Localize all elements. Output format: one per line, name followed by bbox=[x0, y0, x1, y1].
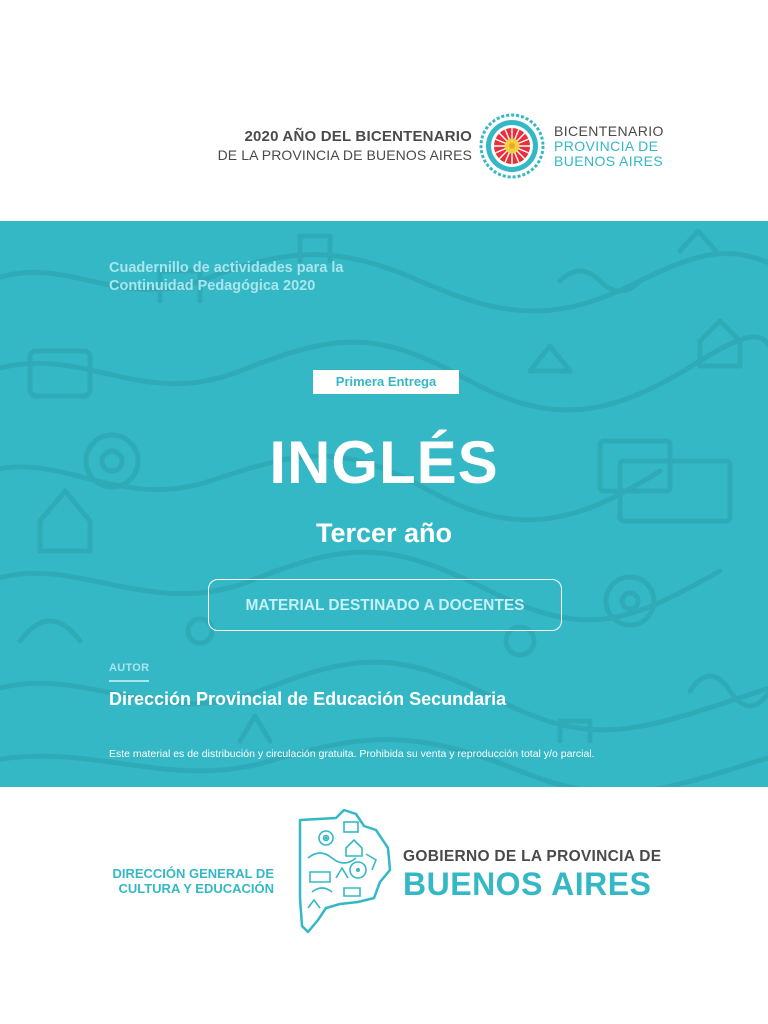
dgce-caption bbox=[96, 866, 274, 896]
bicentenario-caption-line2: DE LA PROVINCIA DE BUENOS AIRES bbox=[217, 147, 472, 163]
subject-title: INGLÉS bbox=[269, 429, 499, 496]
province-map-logo-icon bbox=[296, 808, 394, 936]
bicentenario-caption bbox=[172, 128, 472, 164]
author-label: AUTOR bbox=[109, 662, 150, 674]
school-year: Tercer año bbox=[315, 518, 453, 548]
author-name: Dirección Provincial de Educación Secundaria bbox=[109, 689, 507, 709]
delivery-badge: Primera Entrega bbox=[313, 370, 459, 394]
bicentenario-flower-emblem-icon bbox=[478, 112, 546, 180]
distribution-disclaimer: Este material es de distribución y circulación gratuita. Prohibida su venta y reproducción total y/o parcial. bbox=[109, 748, 595, 760]
cover-band bbox=[0, 221, 768, 787]
brand-line1: BICENTENARIO bbox=[554, 123, 664, 139]
dgce-line2: CULTURA Y EDUCACIÓN bbox=[118, 881, 274, 896]
author-divider bbox=[109, 680, 149, 682]
booklet-subtitle-line2: Continuidad Pedagógica 2020 bbox=[109, 278, 316, 294]
brand-line3: BUENOS AIRES bbox=[554, 153, 664, 169]
government-line1: GOBIERNO DE LA PROVINCIA DE bbox=[403, 848, 662, 865]
government-caption bbox=[403, 848, 661, 902]
booklet-subtitle-line1: Cuadernillo de actividades para la bbox=[109, 260, 344, 276]
government-line2: BUENOS AIRES bbox=[403, 866, 652, 902]
dgce-line1: DIRECCIÓN GENERAL DE bbox=[112, 866, 274, 881]
bicentenario-brand bbox=[554, 124, 664, 169]
audience-box: MATERIAL DESTINADO A DOCENTES bbox=[208, 579, 562, 631]
bicentenario-caption-line1: 2020 AÑO DEL BICENTENARIO bbox=[244, 128, 472, 145]
booklet-subtitle bbox=[109, 259, 344, 295]
brand-line2: PROVINCIA DE bbox=[554, 138, 659, 154]
